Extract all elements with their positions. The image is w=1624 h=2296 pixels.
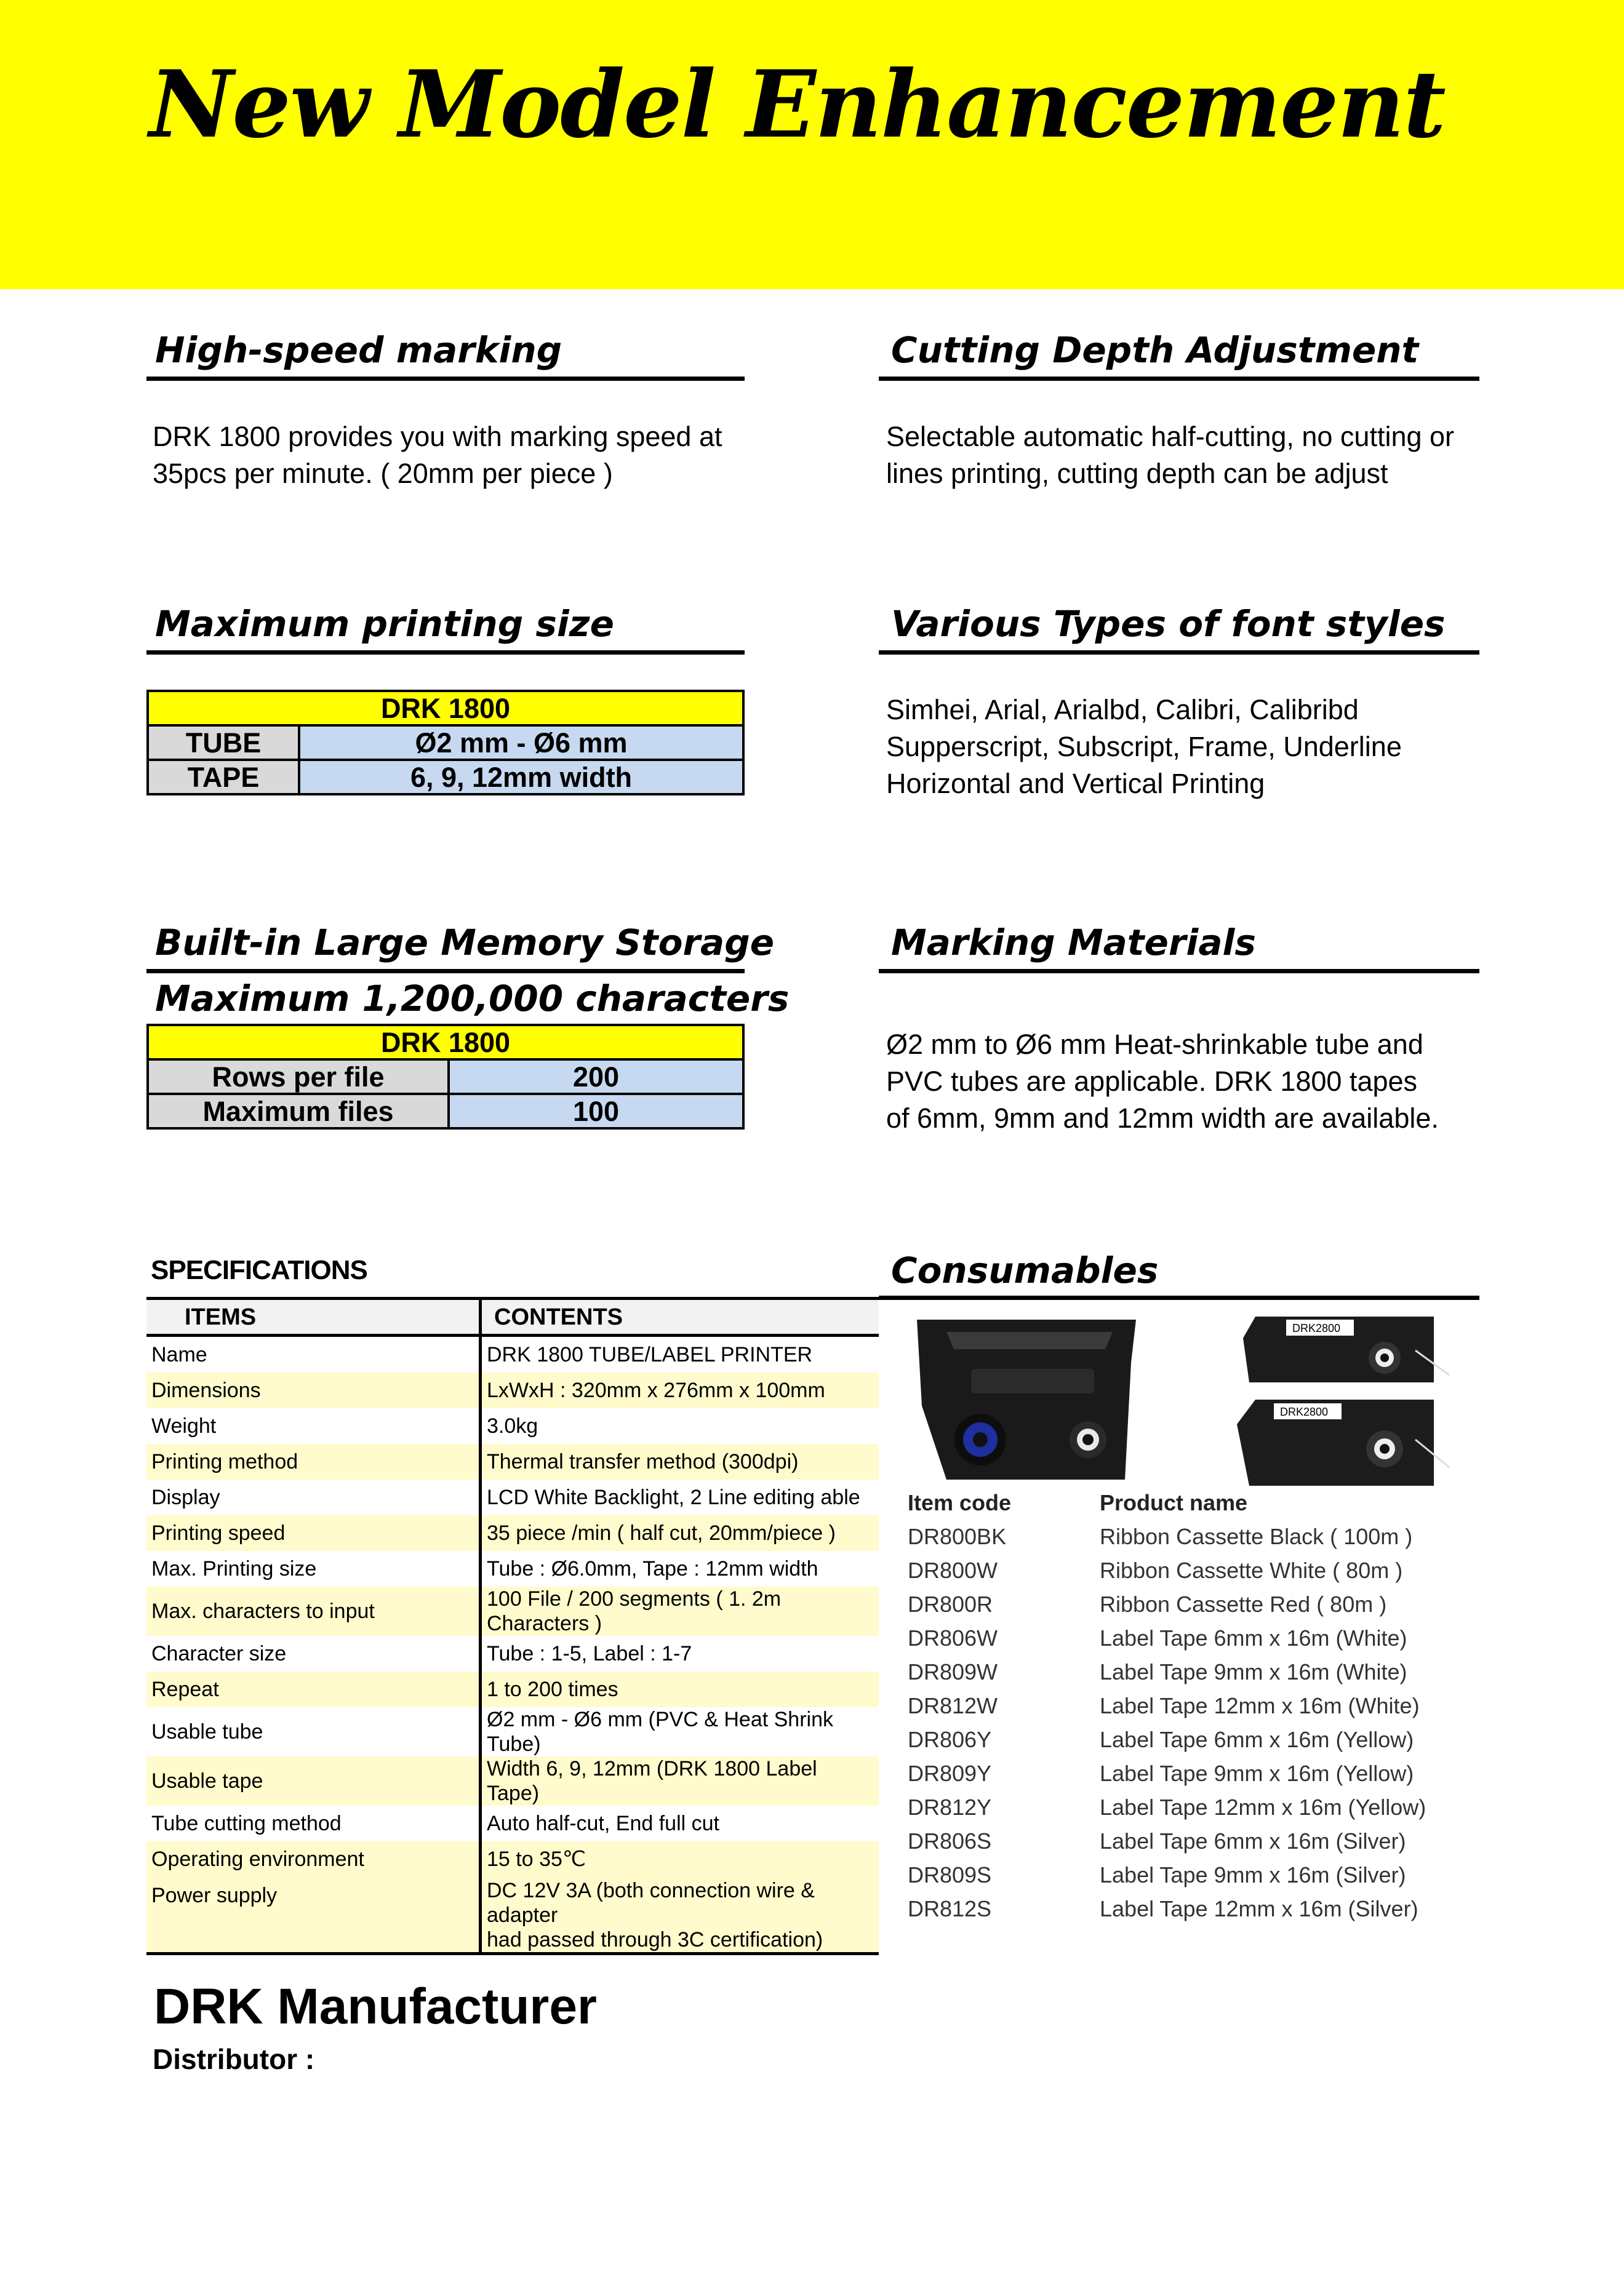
heading-high-speed: High-speed marking [155, 329, 562, 371]
heading-max-print: Maximum printing size [155, 603, 614, 645]
text-line: DRK 1800 provides you with marking speed at [153, 421, 722, 452]
item-code: DR809Y [908, 1760, 992, 1786]
heading-memory: Built-in Large Memory Storage [155, 922, 775, 963]
spec-item: Usable tape [146, 1756, 481, 1806]
cons-col-code: Item code [908, 1489, 1012, 1515]
max-print-value: 6, 9, 12mm width [299, 760, 743, 794]
table-row [146, 1408, 879, 1444]
spec-content: Width 6, 9, 12mm (DRK 1800 Label Tape) [481, 1756, 879, 1806]
consumables-table [908, 1486, 1474, 1926]
table-row [146, 1444, 879, 1480]
product-name: Label Tape 12mm x 16m (Yellow) [1100, 1794, 1426, 1820]
heading-materials: Marking Materials [891, 922, 1256, 963]
product-name: Label Tape 9mm x 16m (Silver) [1100, 1862, 1406, 1887]
manufacturer-name: DRK Manufacturer [154, 1979, 597, 2035]
spec-item: Character size [146, 1636, 481, 1672]
table-row [146, 1515, 879, 1551]
label-tape-cassettes-image [1231, 1313, 1452, 1489]
item-code: DR809W [908, 1659, 998, 1684]
list-item [908, 1756, 1474, 1790]
table-row [146, 1806, 879, 1841]
spec-item: Name [146, 1336, 481, 1373]
spec-content: Tube : 1-5, Label : 1-7 [487, 1642, 692, 1665]
item-code: DR800R [908, 1591, 993, 1617]
spec-content: 1 to 200 times [481, 1672, 879, 1707]
spec-item: Max. characters to input [146, 1587, 481, 1636]
heading-font-styles: Various Types of font styles [891, 603, 1446, 645]
max-print-value: Ø2 mm - Ø6 mm [299, 725, 743, 760]
item-code: DR812S [908, 1895, 992, 1921]
list-item [908, 1858, 1474, 1892]
spec-item: Usable tube [146, 1707, 481, 1756]
product-name: Label Tape 6mm x 16m (Yellow) [1100, 1726, 1414, 1752]
memory-value: 200 [449, 1059, 743, 1094]
product-name: Label Tape 9mm x 16m (White) [1100, 1659, 1407, 1684]
spec-item: Display [146, 1480, 481, 1515]
rule-high-speed [146, 377, 745, 381]
specifications-table [146, 1297, 879, 1955]
text-cutting-depth [886, 418, 1454, 492]
item-code: DR806S [908, 1828, 992, 1854]
spec-col-contents: CONTENTS [481, 1299, 879, 1336]
spec-content: 35 piece /min ( half cut, 20mm/piece ) [481, 1515, 879, 1551]
rule-consumables [879, 1296, 1479, 1300]
text-line: of 6mm, 9mm and 12mm width are available. [886, 1102, 1439, 1134]
text-high-speed [153, 418, 722, 492]
spec-content-line: DC 12V 3A (both connection wire & adapter [487, 1879, 815, 1927]
text-materials [886, 1026, 1439, 1137]
ribbon-cassette-image [910, 1313, 1143, 1486]
product-name: Label Tape 12mm x 16m (White) [1100, 1692, 1420, 1718]
table-row [146, 1877, 879, 1954]
product-name: Ribbon Cassette Black ( 100m ) [1100, 1523, 1413, 1549]
spec-item: Max. Printing size [146, 1551, 481, 1587]
distributor-label: Distributor : [153, 2043, 315, 2075]
table-row [146, 1373, 879, 1408]
spec-content: 100 File / 200 segments ( 1. 2m Characters ) [481, 1587, 879, 1636]
spec-content: DRK 1800 TUBE/LABEL PRINTER [487, 1343, 813, 1366]
table-row [146, 1756, 879, 1806]
spec-content-line: had passed through 3C certification) [487, 1928, 823, 1951]
spec-col-items: ITEMS [146, 1299, 481, 1336]
spec-content: 15 to 35℃ [481, 1841, 879, 1877]
max-print-label: TUBE [148, 725, 299, 760]
memory-label: Maximum files [148, 1094, 449, 1128]
list-item [908, 1689, 1474, 1723]
table-row [146, 1841, 879, 1877]
spec-item: Repeat [146, 1672, 481, 1707]
item-code: DR806W [908, 1625, 998, 1651]
item-code: DR812Y [908, 1794, 992, 1820]
table-row [146, 1336, 879, 1373]
spec-item: Dimensions [146, 1373, 481, 1408]
spec-content: Auto half-cut, End full cut [487, 1812, 719, 1835]
spec-item: Printing speed [146, 1515, 481, 1551]
list-item [908, 1723, 1474, 1756]
item-code: DR800W [908, 1557, 998, 1583]
spec-content [481, 1877, 879, 1954]
text-line: Supperscript, Subscript, Frame, Underline [886, 731, 1402, 762]
spec-content: LxWxH : 320mm x 276mm x 100mm [481, 1373, 879, 1408]
spec-item: Printing method [146, 1444, 481, 1480]
item-code: DR806Y [908, 1726, 992, 1752]
spec-item: Weight [146, 1408, 481, 1444]
max-print-table [146, 690, 745, 795]
rule-cutting-depth [879, 377, 1479, 381]
tape-label-text: DRK2800 [1292, 1322, 1341, 1334]
spec-content: Thermal transfer method (300dpi) [481, 1444, 879, 1480]
specifications-title: SPECIFICATIONS [151, 1255, 367, 1285]
heading-memory-capacity: Maximum 1,200,000 characters [155, 978, 790, 1019]
product-name: Ribbon Cassette Red ( 80m ) [1100, 1591, 1387, 1617]
text-line: Horizontal and Vertical Printing [886, 768, 1265, 799]
table-row [146, 1587, 879, 1636]
cons-col-name: Product name [1100, 1489, 1248, 1515]
table-row [146, 1480, 879, 1515]
product-name: Label Tape 6mm x 16m (White) [1100, 1625, 1407, 1651]
list-item [908, 1553, 1474, 1587]
list-item [908, 1892, 1474, 1926]
rule-max-print [146, 650, 745, 655]
spec-content: Tube : Ø6.0mm, Tape : 12mm width [487, 1557, 818, 1580]
item-code: DR812W [908, 1692, 998, 1718]
text-line: Ø2 mm to Ø6 mm Heat-shrinkable tube and [886, 1029, 1423, 1060]
list-item [908, 1587, 1474, 1621]
text-line: 35pcs per minute. ( 20mm per piece ) [153, 458, 613, 489]
memory-header: DRK 1800 [148, 1025, 743, 1059]
memory-table [146, 1024, 745, 1130]
title-banner [0, 0, 1624, 289]
text-line: PVC tubes are applicable. DRK 1800 tapes [886, 1066, 1418, 1097]
text-font-styles [886, 692, 1402, 802]
spec-content: 3.0kg [487, 1414, 538, 1438]
list-item [908, 1790, 1474, 1824]
item-code: DR800BK [908, 1523, 1007, 1549]
spec-item: Operating environment [146, 1841, 481, 1877]
heading-consumables: Consumables [891, 1250, 1159, 1291]
list-item [908, 1824, 1474, 1858]
spec-item: Power supply [146, 1877, 481, 1954]
table-row [146, 1636, 879, 1672]
rule-materials [879, 969, 1479, 973]
rule-font-styles [879, 650, 1479, 655]
text-line: Selectable automatic half-cutting, no cutting or [886, 421, 1455, 452]
table-row [146, 1672, 879, 1707]
max-print-label: TAPE [148, 760, 299, 794]
tape-label-text: DRK2800 [1280, 1406, 1329, 1418]
memory-value: 100 [449, 1094, 743, 1128]
table-row [146, 1707, 879, 1756]
list-item [908, 1520, 1474, 1553]
item-code: DR809S [908, 1862, 992, 1887]
max-print-header: DRK 1800 [148, 691, 743, 725]
text-line: lines printing, cutting depth can be adjust [886, 458, 1388, 489]
list-item [908, 1655, 1474, 1689]
product-name: Label Tape 9mm x 16m (Yellow) [1100, 1760, 1414, 1786]
memory-label: Rows per file [148, 1059, 449, 1094]
text-line: Simhei, Arial, Arialbd, Calibri, Calibribd [886, 694, 1359, 725]
page-title: New Model Enhancement [149, 50, 1445, 159]
rule-memory [146, 969, 745, 973]
list-item [908, 1621, 1474, 1655]
spec-content: LCD White Backlight, 2 Line editing able [487, 1486, 860, 1509]
spec-item: Tube cutting method [146, 1806, 481, 1841]
product-name: Ribbon Cassette White ( 80m ) [1100, 1557, 1403, 1583]
table-row [146, 1551, 879, 1587]
spec-content: Ø2 mm - Ø6 mm (PVC & Heat Shrink Tube) [487, 1708, 833, 1756]
heading-cutting-depth: Cutting Depth Adjustment [891, 329, 1419, 371]
product-name: Label Tape 12mm x 16m (Silver) [1100, 1895, 1418, 1921]
product-name: Label Tape 6mm x 16m (Silver) [1100, 1828, 1406, 1854]
